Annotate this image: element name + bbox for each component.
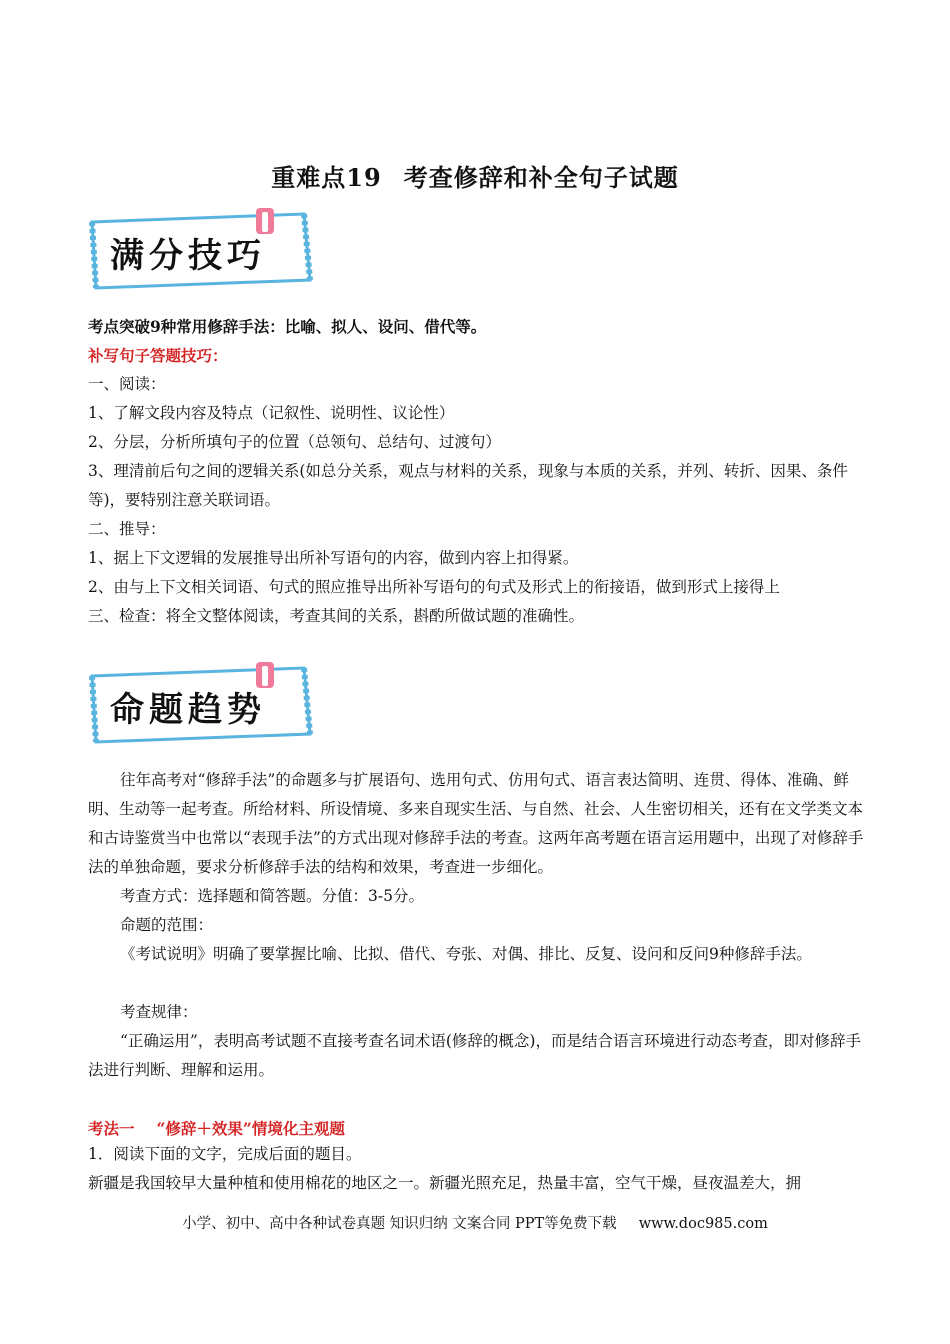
skills-step3: 三、检查：将全文整体阅读，考查其间的关系，斟酌所做试题的准确性。: [88, 607, 585, 625]
skills-step2: 二、推导：: [88, 520, 166, 538]
banner-full-marks-label: 满分技巧: [110, 236, 266, 276]
footer-url[interactable]: www.doc985.com: [638, 1216, 768, 1232]
method-heading-b: “修辞＋效果”情境化主观题: [156, 1119, 345, 1138]
skills-step1-3: 3、理清前后句之间的逻辑关系(如总分关系，观点与材料的关系，现象与本质的关系，并列、转折、因果、条件等)，要特别注意关联词语。: [88, 462, 848, 509]
footer-text: 小学、初中、高中各种试卷真题 知识归纳 文案合同 PPT等免费下载: [182, 1216, 617, 1232]
method-heading: [88, 1114, 868, 1143]
trend-paragraph-1: 往年高考对“修辞手法”的命题多与扩展语句、选用句式、仿用句式、语言表达简明、连贯、得体、准确、鲜明、生动等一起考查。所给材料、所设情境、多来自现实生活、与自然、社会、人生密切相关，还有在文学类文本和古诗鉴赏当中也常以“表现手法”的方式出现对修辞手法的考查。这两年高考题在语言运用题中，出现了对修辞手法的单独命题，要求分析修辞手法的结构和效果，考查进一步细化。: [88, 771, 864, 876]
question-1: 1．阅读下面的文字，完成后面的题目。: [88, 1145, 362, 1163]
trend-method: 考查方式：选择题和简答题。分值：3-5分。: [120, 887, 424, 905]
skills-step2-2: 2、由与上下文相关词语、句式的照应推导出所补写语句的句式及形式上的衔接语，做到形式上接得上: [88, 578, 780, 596]
skills-step1-2: 2、分层，分析所填句子的位置（总领句、总结句、过渡句）: [88, 433, 501, 451]
banner-trend: [86, 662, 314, 746]
skills-subhead: 补写句子答题技巧：: [88, 346, 228, 365]
trend-scope: 《考试说明》明确了要掌握比喻、比拟、借代、夸张、对偶、排比、反复、设问和反问9种修辞手法。: [120, 945, 812, 963]
title-part1: 重难点19: [271, 163, 382, 192]
skills-intro: 考点突破9种常用修辞手法：比喻、拟人、设问、借代等。: [88, 317, 487, 336]
skills-step1-1: 1、了解文段内容及特点（记叙性、说明性、议论性）: [88, 404, 455, 422]
skills-step2-1: 1、据上下文逻辑的发展推导出所补写语句的内容，做到内容上扣得紧。: [88, 549, 579, 567]
trend-rule: “正确运用”，表明高考试题不直接考查名词术语(修辞的概念)，而是结合语言环境进行动态考查，即对修辞手法进行判断、理解和运用。: [88, 1032, 861, 1079]
banner-trend-label: 命题趋势: [110, 690, 266, 730]
page-title: [0, 158, 950, 193]
question-1-text: 新疆是我国较早大量种植和使用棉花的地区之一。新疆光照充足，热量丰富，空气干燥，昼夜温差大，拥: [88, 1174, 802, 1192]
banner-full-marks: [86, 208, 314, 292]
skills-step1: 一、阅读：: [88, 375, 166, 393]
method-heading-a: 考法一: [88, 1119, 135, 1138]
trend-rule-label: 考查规律：: [120, 1003, 198, 1021]
page-footer: [0, 1212, 950, 1233]
trend-scope-label: 命题的范围：: [120, 916, 214, 934]
title-part2: 考查修辞和补全句子试题: [403, 163, 679, 192]
